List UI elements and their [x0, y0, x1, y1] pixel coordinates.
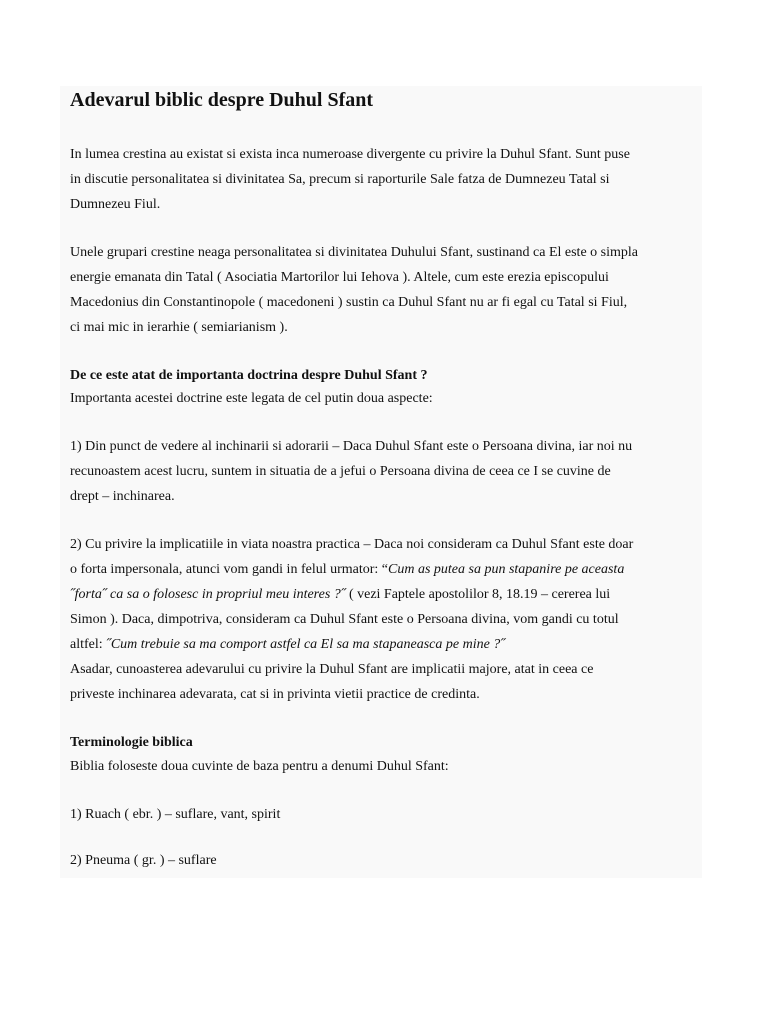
section-intro: Biblia foloseste doua cuvinte de baza pentru a denumi Duhul Sfant: — [70, 759, 449, 774]
point2-line: 2) Cu privire la implicatiile in viata noastra practica – Daca noi consideram ca Duhul Sfant este doar — [70, 537, 634, 552]
para2-line: Unele grupari crestine neaga personalitatea si divinitatea Duhului Sfant, sustinand ca El este o simpla — [70, 245, 638, 260]
list-item: 1) Ruach ( ebr. ) – suflare, vant, spirit — [70, 807, 281, 822]
para2-line: Macedonius din Constantinopole ( macedoneni ) sustin ca Duhul Sfant nu ar fi egal cu Tatal si Fiul, — [70, 295, 628, 310]
list-item: 2) Pneuma ( gr. ) – suflare — [70, 853, 217, 868]
point2-line: Simon ). Daca, dimpotriva, consideram ca Duhul Sfant este o Persoana divina, vom gandi cu totul — [70, 612, 619, 627]
conclusion-line: Asadar, cunoasterea adevarului cu privire la Duhul Sfant are implicatii majore, atat in ceea ce — [70, 662, 594, 677]
point1-line: drept – inchinarea. — [70, 489, 175, 504]
point2-quote: ˝Cum trebuie sa ma comport astfel ca El sa ma stapaneasca pe mine ?˝ — [106, 637, 505, 652]
para1-line: in discutie personalitatea si divinitatea Sa, precum si raporturile Sale fatza de Dumnezeu Tatal si — [70, 172, 610, 187]
para2-line: ci mai mic in ierarhie ( semiarianism ). — [70, 320, 288, 335]
point2-text: o forta impersonala, atunci vom gandi in felul urmator: “ — [70, 562, 389, 577]
section-heading: De ce este atat de importanta doctrina despre Duhul Sfant ? — [70, 368, 428, 383]
para1-line: In lumea crestina au existat si exista inca numeroase divergente cu privire la Duhul Sfant. Sunt puse — [70, 147, 630, 162]
point2-quote: ˝forta˝ ca sa o folosesc in propriul meu interes ?˝ — [70, 587, 346, 602]
conclusion-line: priveste inchinarea adevarata, cat si in privinta vietii practice de credinta. — [70, 687, 480, 702]
point1-line: 1) Din punct de vedere al inchinarii si adorarii – Daca Duhul Sfant este o Persoana divina, iar noi nu — [70, 439, 633, 454]
point2-line — [70, 561, 624, 579]
point2-quote: Cum as putea sa pun stapanire pe aceasta — [388, 562, 625, 577]
point2-line — [70, 586, 610, 604]
para2-line: energie emanata din Tatal ( Asociatia Martorilor lui Iehova ). Altele, cum este erezia episcopului — [70, 270, 609, 285]
point2-text: ( vezi Faptele apostolilor 8, 18.19 – cererea lui — [345, 587, 611, 602]
section-heading: Terminologie biblica — [70, 735, 193, 750]
point1-line: recunoastem acest lucru, suntem in situatia de a jefui o Persoana divina de ceea ce I se cuvine de — [70, 464, 611, 479]
document-title: Adevarul biblic despre Duhul Sfant — [70, 89, 374, 111]
section-intro: Importanta acestei doctrine este legata de cel putin doua aspecte: — [70, 391, 433, 406]
para1-line: Dumnezeu Fiul. — [70, 197, 161, 212]
point2-line — [70, 636, 505, 654]
point2-text: altfel: — [70, 637, 107, 652]
